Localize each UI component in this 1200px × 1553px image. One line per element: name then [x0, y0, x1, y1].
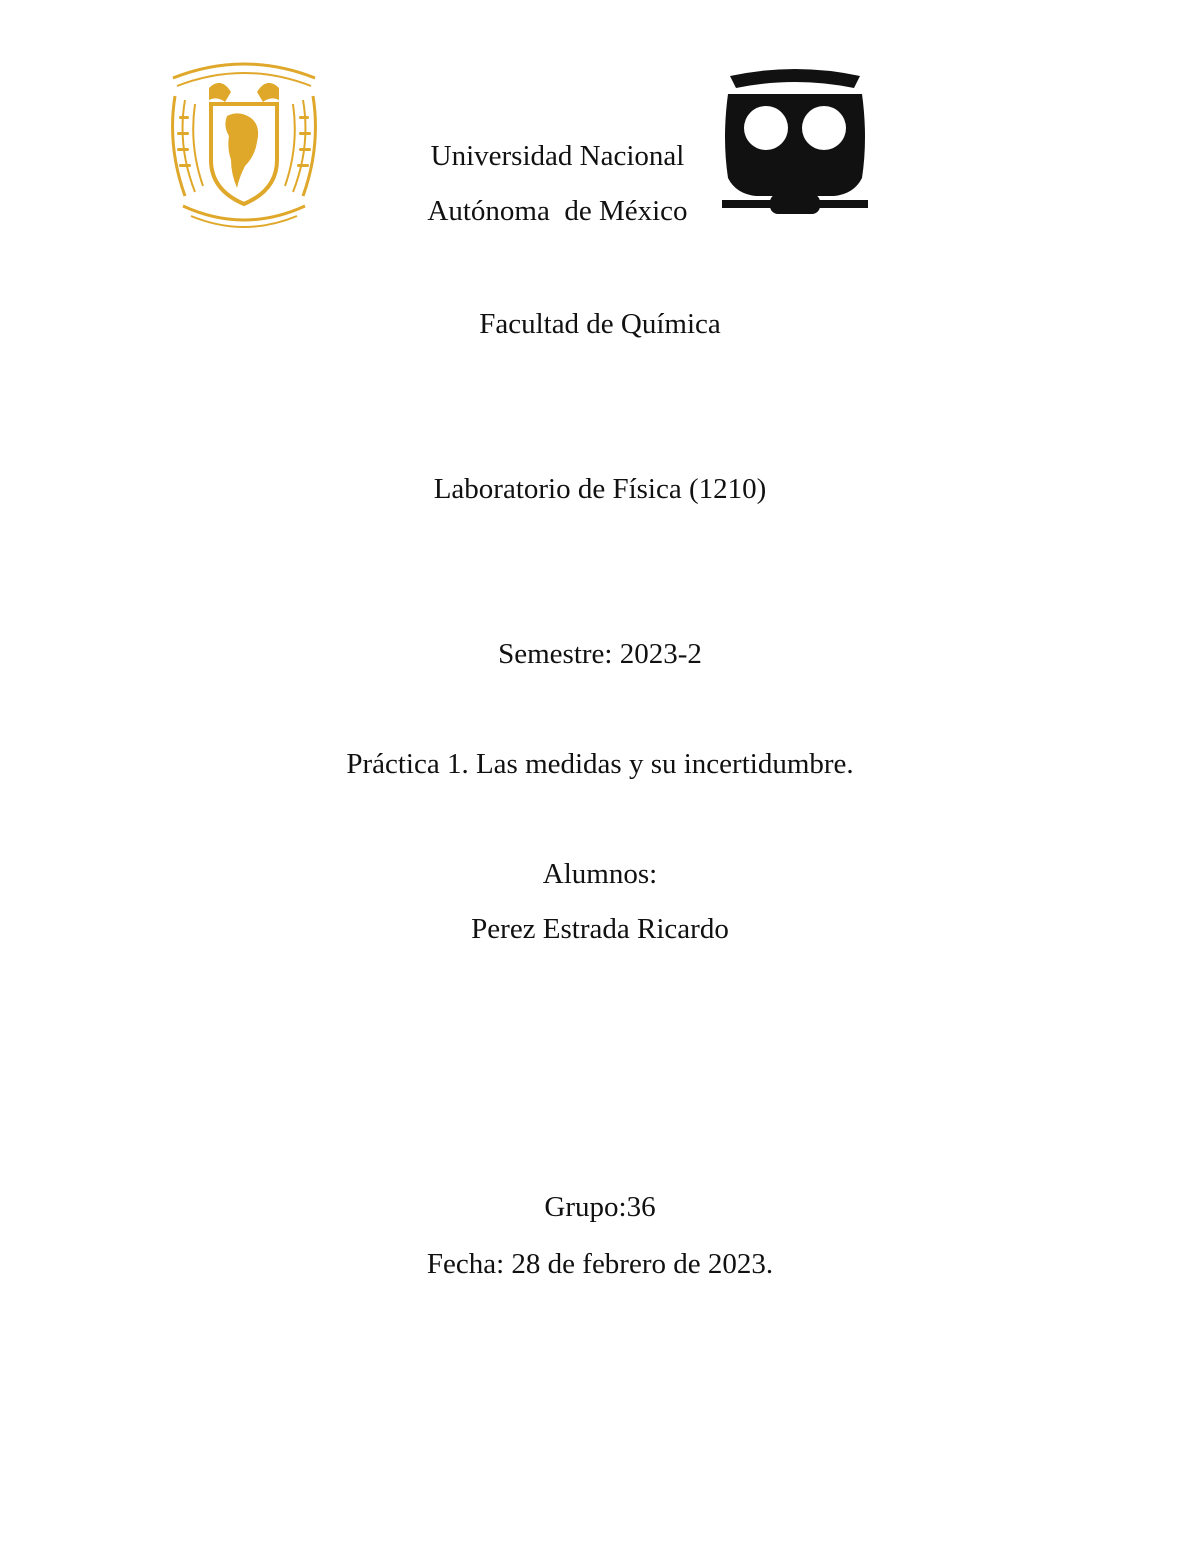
semester-line: Semestre: 2023-2 — [498, 638, 702, 670]
practice-title: Práctica 1. Las medidas y su incertidumbre. — [346, 748, 854, 780]
students-label: Alumnos: — [542, 858, 658, 890]
course-name: Laboratorio de Física (1210) — [433, 473, 767, 505]
unam-shield-logo — [165, 56, 323, 228]
university-name-line1: Universidad Nacional — [430, 140, 685, 172]
facultad-quimica-owl-logo — [722, 68, 868, 216]
faculty-name: Facultad de Química — [479, 308, 721, 340]
group-line: Grupo:36 — [544, 1191, 656, 1223]
university-name-line2: Autónoma de México — [427, 195, 688, 227]
date-line: Fecha: 28 de febrero de 2023. — [426, 1248, 774, 1280]
student-name: Perez Estrada Ricardo — [471, 913, 729, 945]
